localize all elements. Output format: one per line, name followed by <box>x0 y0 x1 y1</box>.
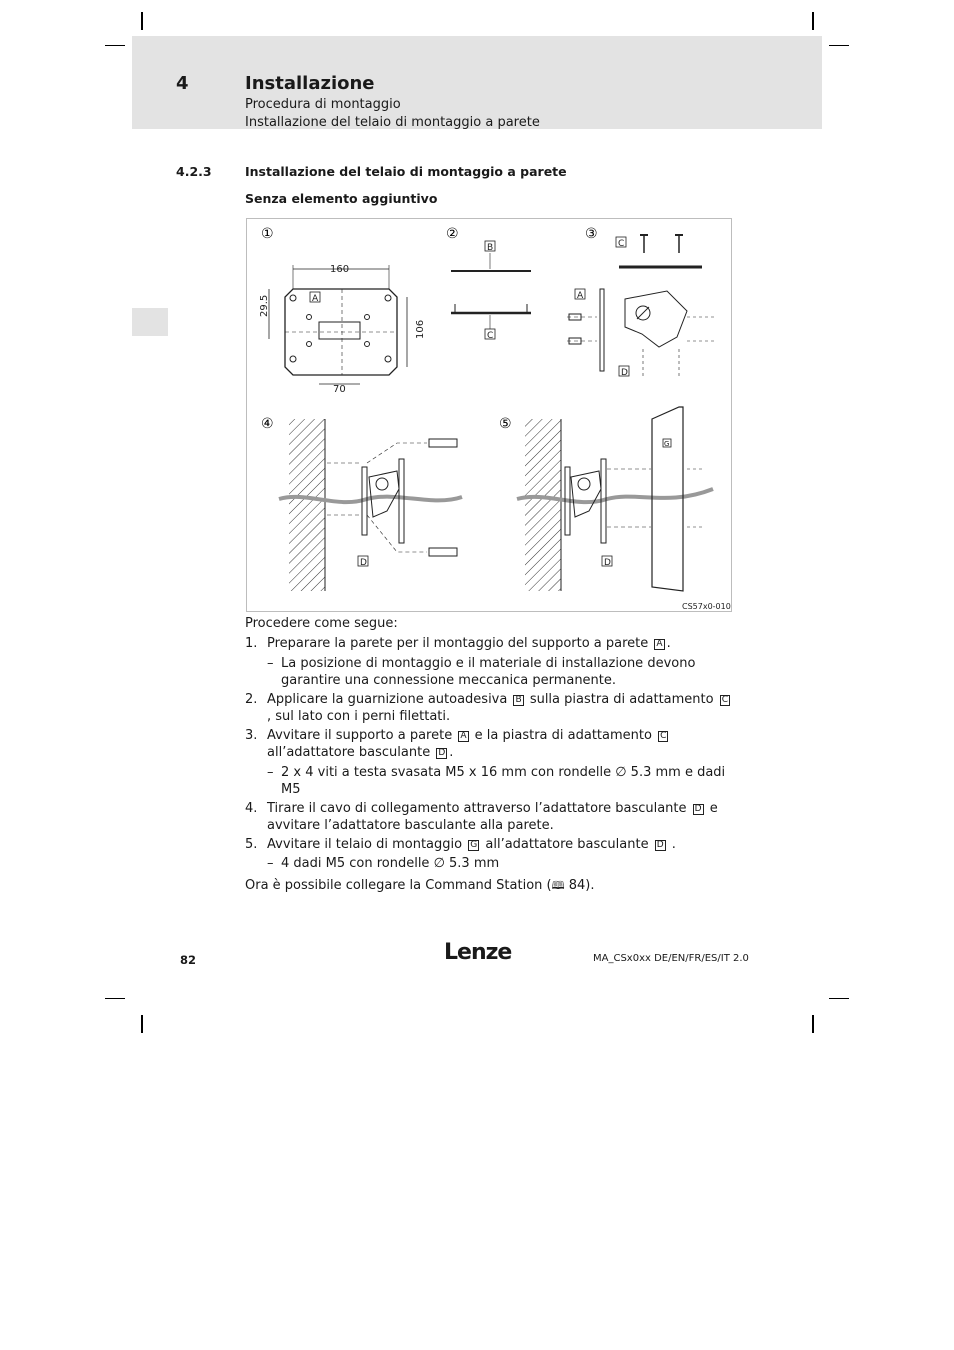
section-number: 4.2.3 <box>176 164 212 179</box>
figure-code: CS57x0-010 <box>682 602 731 611</box>
adapter-assembly-drawing <box>567 235 717 379</box>
part-label-a: A <box>312 294 319 304</box>
side-tab <box>132 308 168 336</box>
crop-mark <box>141 1015 143 1033</box>
instruction-note <box>245 855 735 872</box>
part-ref: D <box>694 804 702 814</box>
part-label-d: D <box>360 558 367 568</box>
closing-text <box>245 877 735 894</box>
chapter-title: Installazione <box>245 73 375 94</box>
seal-drawing <box>451 253 531 329</box>
header-subtitle: Installazione del telaio di montaggio a parete <box>245 115 540 130</box>
step-text: sulla piastra di adattamento <box>529 692 714 707</box>
step-text: . <box>666 636 671 651</box>
step-text: all’adattatore basculante <box>267 745 431 760</box>
note-text: 4 dadi M5 con rondelle ∅ 5.3 mm <box>281 856 500 871</box>
dimension-label: 70 <box>333 384 346 395</box>
step-marker: ④ <box>261 416 274 432</box>
mounting-figure <box>246 218 732 612</box>
crop-mark <box>141 12 143 30</box>
part-label-d: D <box>621 368 628 378</box>
step-text: all’adattatore basculante <box>485 837 649 852</box>
wall-bracket-drawing <box>269 265 407 384</box>
dimension-label: 106 <box>415 319 426 339</box>
crop-mark <box>812 12 814 30</box>
instruction-step <box>245 691 735 725</box>
step-text: e la piastra di adattamento <box>474 728 652 743</box>
part-label-d: D <box>604 558 611 568</box>
dash-bullet: – <box>267 765 274 780</box>
crop-mark <box>812 1015 814 1033</box>
part-ref: D <box>438 748 446 758</box>
step-text: . <box>671 837 676 852</box>
part-ref: B <box>515 695 522 705</box>
step-number: 1. <box>245 636 258 651</box>
step-number: 5. <box>245 837 258 852</box>
instruction-step <box>245 635 735 652</box>
step-number: 4. <box>245 801 258 816</box>
part-ref: C <box>721 695 729 705</box>
crop-mark <box>829 998 849 999</box>
instruction-note <box>245 764 735 798</box>
step-text: Preparare la parete per il montaggio del supporto a parete <box>267 636 649 651</box>
page-number: 82 <box>180 953 197 967</box>
crop-mark <box>105 998 125 999</box>
step-text: Avvitare il telaio di montaggio <box>267 837 463 852</box>
step-text: Avvitare il supporto a parete <box>267 728 453 743</box>
note-text: La posizione di montaggio e il materiale di installazione devono garantire una connessione meccanica permanente. <box>281 656 696 688</box>
section-title: Installazione del telaio di montaggio a parete <box>245 164 567 179</box>
part-ref: C <box>660 731 667 741</box>
wall-mounting-drawing <box>279 419 462 591</box>
part-label-g: G <box>664 440 670 448</box>
note-text: 2 x 4 viti a testa svasata M5 x 16 mm con rondelle ∅ 5.3 mm e dadi M5 <box>281 765 726 797</box>
part-label-c: C <box>618 239 625 249</box>
crop-mark <box>105 45 125 46</box>
dash-bullet: – <box>267 856 274 871</box>
instructions <box>245 615 735 894</box>
instructions-intro: Procedere come segue: <box>245 616 398 631</box>
page-reference[interactable]: 84). <box>564 878 595 893</box>
instruction-step <box>245 727 735 761</box>
step-marker: ③ <box>585 226 598 242</box>
chapter-number: 4 <box>176 73 189 94</box>
instruction-step <box>245 800 735 834</box>
book-icon: 🕮 <box>551 879 565 892</box>
dimension-label: 160 <box>330 264 350 275</box>
document-code: MA_CSx0xx DE/EN/FR/ES/IT 2.0 <box>593 953 749 964</box>
step-number: 3. <box>245 728 258 743</box>
header-subtitle: Procedura di montaggio <box>245 97 401 112</box>
step-marker: ⑤ <box>499 416 512 432</box>
instruction-step <box>245 836 735 853</box>
step-text: , sul lato con i perni filettati. <box>267 709 451 724</box>
step-marker: ① <box>261 226 274 242</box>
part-ref: G <box>470 840 478 850</box>
closing-text-start: Ora è possibile collegare la Command Station ( <box>245 878 552 893</box>
lenze-logo: Lenze <box>444 940 512 965</box>
frame-mounting-drawing <box>517 407 713 591</box>
step-marker: ② <box>446 226 459 242</box>
instruction-note <box>245 655 735 689</box>
step-text: . <box>449 745 454 760</box>
part-ref: D <box>656 840 664 850</box>
part-ref: A <box>656 639 663 649</box>
part-label-c: C <box>487 331 494 341</box>
step-number: 2. <box>245 692 258 707</box>
part-label-a: A <box>577 291 584 301</box>
crop-mark <box>829 45 849 46</box>
dash-bullet: – <box>267 656 274 671</box>
part-ref: A <box>460 731 467 741</box>
dimension-label: 29.5 <box>259 294 270 317</box>
step-text: e avvitare l’adattatore basculante alla parete. <box>267 801 718 833</box>
part-label-b: B <box>487 243 494 253</box>
step-text: Applicare la guarnizione autoadesiva <box>267 692 508 707</box>
subsection-title: Senza elemento aggiuntivo <box>245 191 438 206</box>
step-text: Tirare il cavo di collegamento attraverso l’adattatore basculante <box>267 801 687 816</box>
